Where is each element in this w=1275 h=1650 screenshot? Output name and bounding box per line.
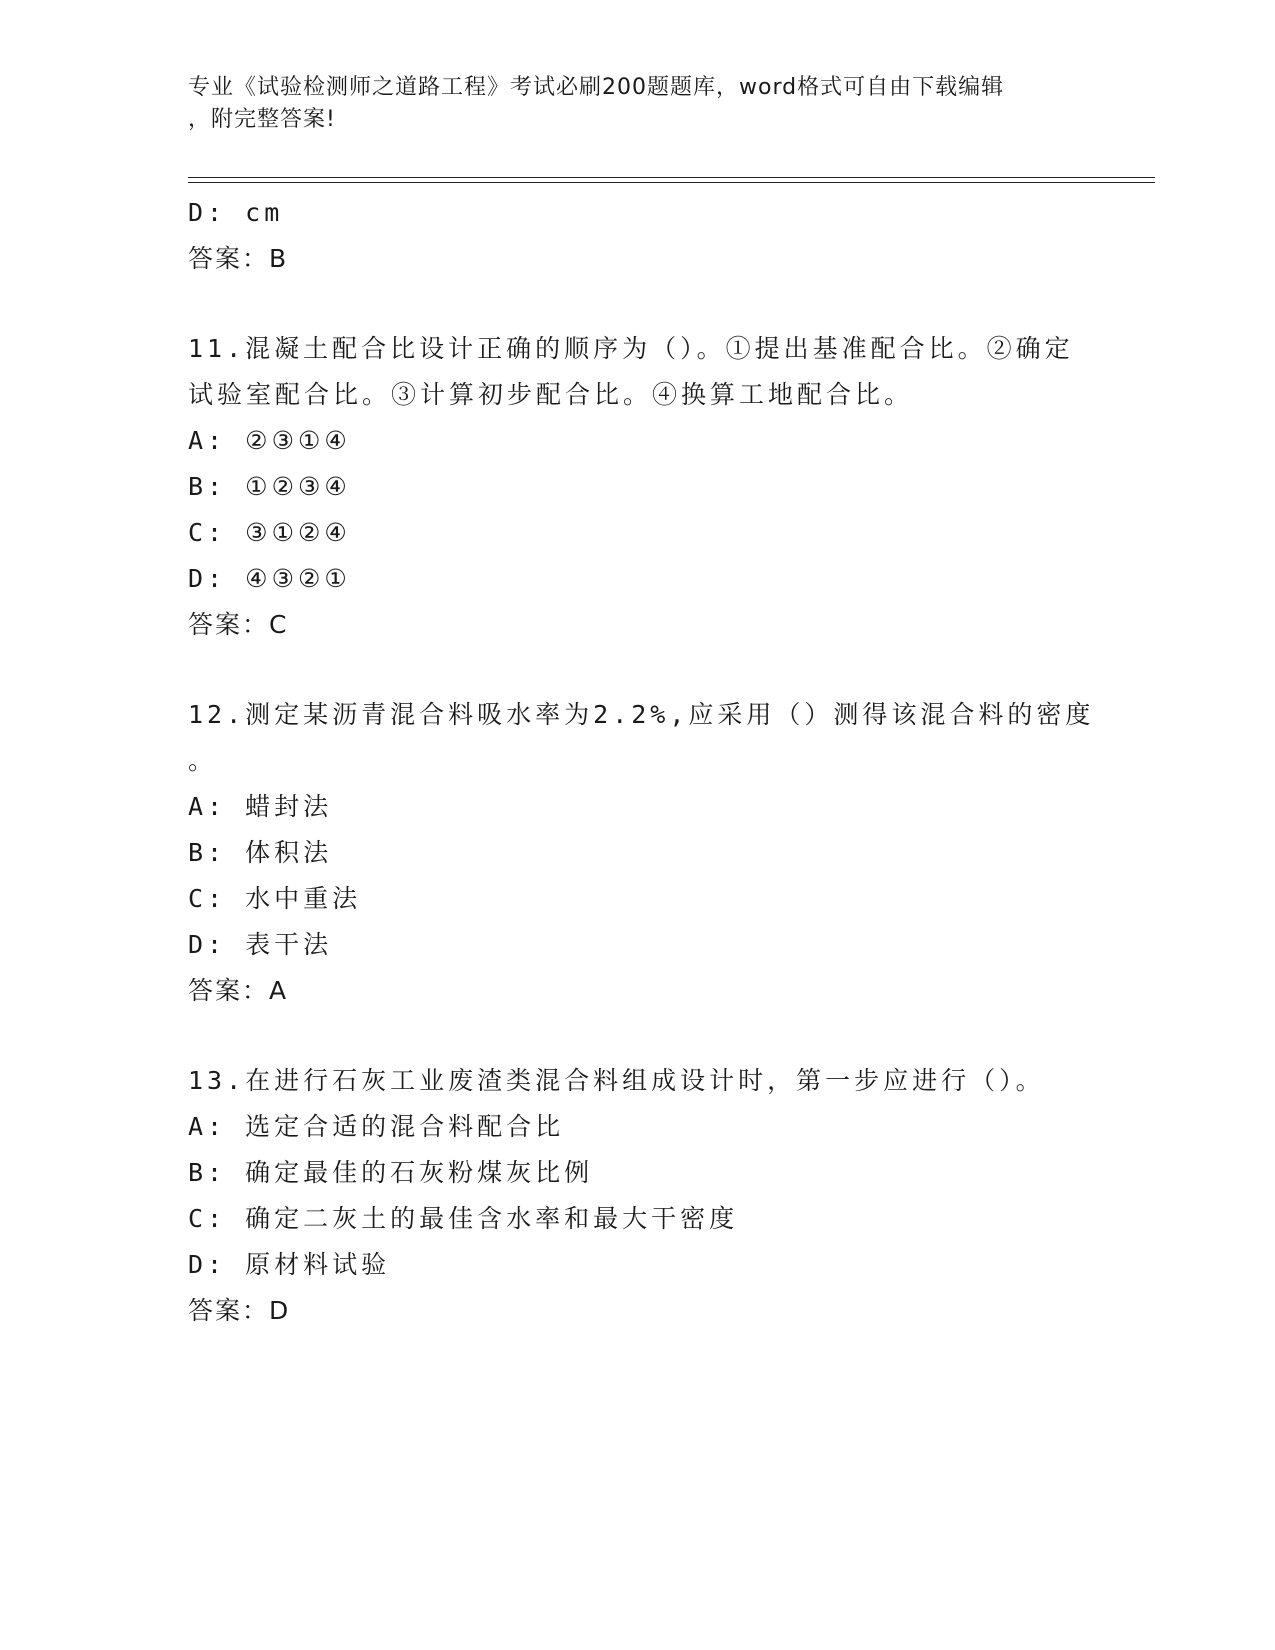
- document-body: [188, 190, 1128, 1334]
- option-d: D: ④③②①: [188, 564, 351, 593]
- option-a: A: ②③①④: [188, 426, 351, 455]
- question-stem-line: 。: [188, 746, 218, 775]
- question-13: [188, 1058, 1128, 1334]
- question-stem-line: 12.测定某沥青混合料吸水率为2.2%,应采用（）测得该混合料的密度: [188, 700, 1095, 729]
- option-d: D: 表干法: [188, 930, 333, 959]
- option-a: A: 蜡封法: [188, 792, 333, 821]
- header-divider-top: [188, 177, 1155, 178]
- prev-option-d: D: cm: [188, 198, 284, 227]
- option-c: C: 水中重法: [188, 884, 362, 913]
- option-b: B: ①②③④: [188, 472, 351, 501]
- question-stem-line: 11.混凝土配合比设计正确的顺序为（）。①提出基准配合比。②确定: [188, 334, 1074, 363]
- option-d: D: 原材料试验: [188, 1250, 391, 1279]
- question-answer: 答案：A: [188, 976, 289, 1005]
- question-stem-line: 13.在进行石灰工业废渣类混合料组成设计时，第一步应进行（）。: [188, 1066, 1045, 1095]
- option-a: A: 选定合适的混合料配合比: [188, 1112, 565, 1141]
- question-answer: 答案：D: [188, 1296, 291, 1325]
- question-stem-line: 试验室配合比。③计算初步配合比。④换算工地配合比。: [188, 380, 914, 409]
- prev-answer: 答案：B: [188, 244, 289, 273]
- header-divider-bottom: [188, 182, 1155, 183]
- option-b: B: 体积法: [188, 838, 333, 867]
- question-answer: 答案：C: [188, 610, 289, 639]
- question-11: [188, 326, 1128, 648]
- option-b: B: 确定最佳的石灰粉煤灰比例: [188, 1158, 594, 1187]
- document-header: [188, 72, 1068, 136]
- header-line-1: 专业《试验检测师之道路工程》考试必刷200题题库，word格式可自由下载编辑: [188, 75, 1005, 100]
- question-12: [188, 692, 1128, 1014]
- option-c: C: 确定二灰土的最佳含水率和最大干密度: [188, 1204, 739, 1233]
- header-line-2: ，附完整答案!: [188, 107, 336, 132]
- option-c: C: ③①②④: [188, 518, 351, 547]
